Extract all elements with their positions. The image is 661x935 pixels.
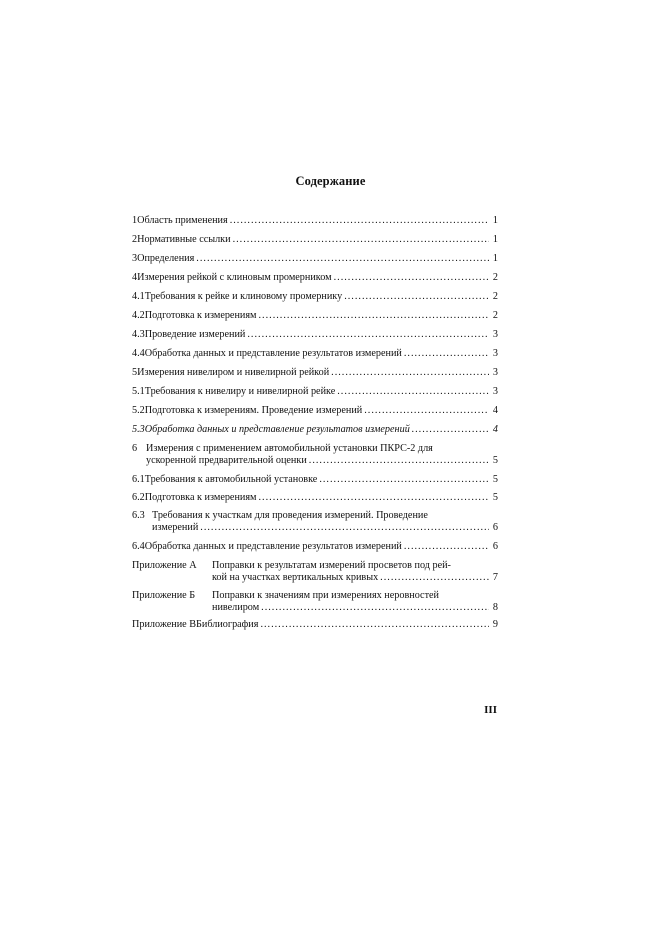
toc-title: Требования к участкам для проведения измерений. Проведение bbox=[152, 510, 428, 521]
toc-entry-4 bbox=[132, 272, 498, 284]
toc-number: 5 bbox=[132, 367, 138, 378]
toc-page: 3 bbox=[492, 329, 498, 340]
toc-number: 6.3 bbox=[132, 510, 145, 521]
toc-appendix-label: Приложение Б bbox=[132, 590, 196, 601]
toc-page: 3 bbox=[492, 386, 498, 397]
toc-number: 4.2 bbox=[132, 310, 145, 321]
toc-number: 5.2 bbox=[132, 405, 145, 416]
toc-leader bbox=[364, 405, 489, 417]
toc-entry-5 bbox=[132, 367, 498, 379]
toc-entry-3 bbox=[132, 253, 498, 265]
toc-number: 6.2 bbox=[132, 492, 145, 503]
toc-page: 2 bbox=[492, 291, 498, 302]
toc-entry-4-1 bbox=[132, 291, 498, 303]
toc-entry-5-1 bbox=[132, 386, 498, 398]
toc-number: 5.1 bbox=[132, 386, 145, 397]
toc-number: 5.3 bbox=[132, 424, 145, 435]
toc-leader bbox=[230, 215, 489, 227]
toc-entry-appendix-a bbox=[132, 560, 498, 584]
toc-page: 1 bbox=[492, 234, 498, 245]
toc-appendix-label: Приложение А bbox=[132, 560, 197, 571]
toc-leader bbox=[260, 619, 489, 631]
toc-page: 6 bbox=[492, 541, 498, 552]
toc-number: 6.1 bbox=[132, 474, 145, 485]
toc-title: Обработка данных и представление результатов измерений bbox=[144, 424, 410, 435]
toc-page: 4 bbox=[492, 405, 498, 416]
toc-number: 3 bbox=[132, 253, 138, 264]
toc-number: 4.3 bbox=[132, 329, 145, 340]
toc-title: Требования к рейке и клиновому промернику bbox=[144, 291, 343, 302]
toc-title: Обработка данных и представление результатов измерений bbox=[144, 348, 402, 359]
page-number: III bbox=[484, 704, 497, 716]
toc-title: Подготовка к измерениям bbox=[144, 492, 257, 503]
toc-page: 9 bbox=[492, 619, 498, 630]
toc-entry-6-1 bbox=[132, 474, 498, 486]
toc-page: 2 bbox=[492, 310, 498, 321]
toc-leader bbox=[247, 329, 489, 341]
toc-leader bbox=[344, 291, 489, 303]
toc-title: Измерения рейкой с клиновым промерником bbox=[137, 272, 332, 283]
toc-title: Область применения bbox=[137, 215, 228, 226]
toc-page: 8 bbox=[492, 602, 498, 613]
toc-title: Подготовка к измерениям. Проведение измерений bbox=[144, 405, 363, 416]
toc-leader bbox=[331, 367, 489, 379]
toc-entry-6 bbox=[132, 443, 498, 467]
toc-number: 6 bbox=[132, 443, 138, 454]
toc-page: 7 bbox=[492, 572, 498, 583]
toc-leader bbox=[404, 348, 489, 360]
toc-title: Измерения с применением автомобильной установки ПКРС-2 для bbox=[146, 443, 433, 454]
toc-entry-appendix-b bbox=[132, 590, 498, 614]
toc-title: Проведение измерений bbox=[144, 329, 246, 340]
toc-title: Требования к автомобильной установке bbox=[144, 474, 318, 485]
toc-leader bbox=[412, 424, 489, 436]
toc-leader bbox=[196, 253, 489, 265]
toc-page: 4 bbox=[492, 424, 498, 435]
toc-entry-6-2 bbox=[132, 492, 498, 504]
toc-title-continued: ускоренной предварительной оценки bbox=[146, 455, 307, 466]
toc-leader bbox=[380, 572, 489, 584]
toc-entry-appendix-v bbox=[132, 619, 498, 631]
toc-title: Обработка данных и представление результатов измерений bbox=[144, 541, 402, 552]
toc-page: 1 bbox=[492, 253, 498, 264]
toc-leader bbox=[200, 522, 489, 534]
toc-entry-1 bbox=[132, 215, 498, 227]
toc-title: Определения bbox=[137, 253, 195, 264]
toc-entry-5-3 bbox=[132, 424, 498, 436]
toc-title: Требования к нивелиру и нивелирной рейке bbox=[144, 386, 336, 397]
toc-title-continued: кой на участках вертикальных кривых bbox=[212, 572, 379, 583]
toc-title-continued: измерений bbox=[152, 522, 199, 533]
toc-page: 3 bbox=[492, 367, 498, 378]
toc-page: 6 bbox=[492, 522, 498, 533]
page-title: Содержание bbox=[295, 174, 366, 188]
toc-entry-2 bbox=[132, 234, 498, 246]
toc-title: Подготовка к измерениям bbox=[144, 310, 257, 321]
toc-entry-4-3 bbox=[132, 329, 498, 341]
toc-entry-6-4 bbox=[132, 541, 498, 553]
toc-leader bbox=[404, 541, 489, 553]
toc-leader bbox=[259, 310, 490, 322]
toc-number: 6.4 bbox=[132, 541, 145, 552]
toc-title: Поправки к значениям при измерениях неровностей bbox=[212, 590, 439, 601]
toc-number: 2 bbox=[132, 234, 138, 245]
toc-leader bbox=[233, 234, 489, 246]
toc-page: 1 bbox=[492, 215, 498, 226]
toc-page: 5 bbox=[492, 455, 498, 466]
toc-entry-4-4 bbox=[132, 348, 498, 360]
toc-title: Измерения нивелиром и нивелирной рейкой bbox=[137, 367, 330, 378]
toc-title: Библиография bbox=[196, 619, 259, 630]
toc-entry-4-2 bbox=[132, 310, 498, 322]
toc-title: Поправки к результатам измерений просветов под рей- bbox=[212, 560, 451, 571]
toc-leader bbox=[259, 492, 490, 504]
toc-page: 3 bbox=[492, 348, 498, 359]
toc-title-continued: нивелиром bbox=[212, 602, 260, 613]
toc-leader bbox=[334, 272, 489, 284]
toc-title: Нормативные ссылки bbox=[137, 234, 231, 245]
toc-entry-6-3 bbox=[132, 510, 498, 534]
toc-page: 5 bbox=[492, 474, 498, 485]
toc-number: 1 bbox=[132, 215, 138, 226]
toc-leader bbox=[261, 602, 489, 614]
toc-leader bbox=[309, 455, 489, 467]
toc-number: 4.1 bbox=[132, 291, 145, 302]
toc-page: 5 bbox=[492, 492, 498, 503]
toc-leader bbox=[337, 386, 489, 398]
toc-appendix-label: Приложение В bbox=[132, 619, 197, 630]
toc-number: 4 bbox=[132, 272, 138, 283]
toc-entry-5-2 bbox=[132, 405, 498, 417]
toc-number: 4.4 bbox=[132, 348, 145, 359]
toc-leader bbox=[319, 474, 489, 486]
toc-page: 2 bbox=[492, 272, 498, 283]
